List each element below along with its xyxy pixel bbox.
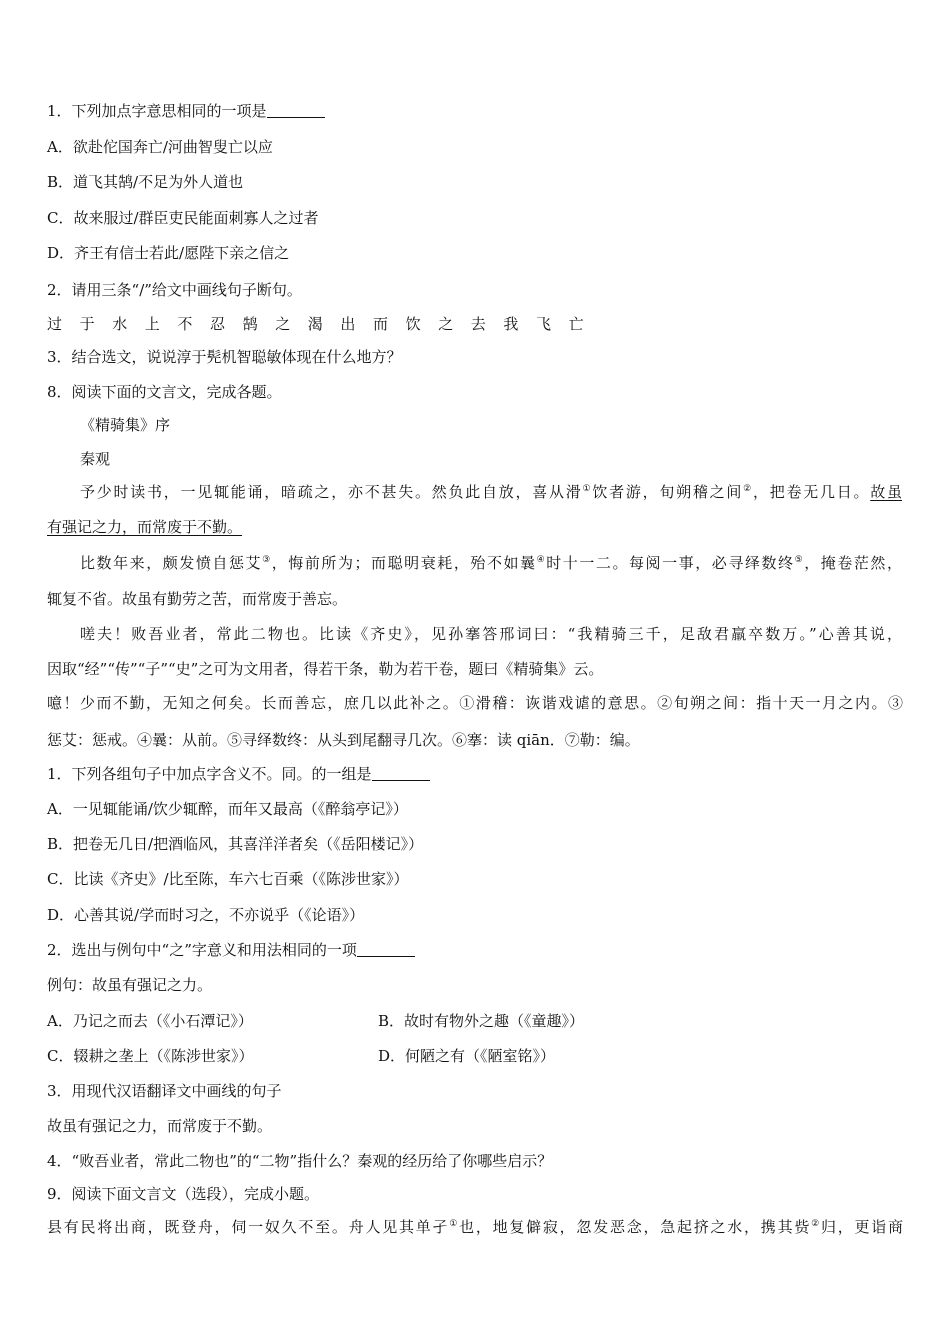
option-c: C．故来服过/群臣吏民能面刺寡人之过者	[47, 209, 319, 227]
underlined-sentence: 故虽	[870, 483, 902, 501]
answer-blank[interactable]	[267, 101, 325, 118]
passage-paragraph-1-line-2	[47, 517, 242, 537]
answer-blank[interactable]	[372, 764, 430, 781]
sentence-to-punctuate: 过于水上不忍鹄之渴出而饮之去我飞亡	[47, 315, 602, 333]
s8-question-2: 2．选出与例句中“之”字意义和用法相同的一项	[47, 940, 415, 960]
section-9-heading: 9．阅读下面文言文（选段），完成小题。	[47, 1185, 320, 1203]
section-8-heading: 8．阅读下面的文言文，完成各题。	[47, 383, 282, 401]
s8-question-4: 4．“败吾业者，常此二物也”的“二物”指什么？秦观的经历给了你哪些启示？	[47, 1152, 553, 1170]
passage-notes-line-2: 惩艾：惩戒。④曩：从前。⑤寻绎数终：从头到尾翻寻几次。⑥搴：读 qiān．⑦勒：编。	[47, 731, 640, 749]
s8-q2-option-c: C．辍耕之垄上（《陈涉世家》）	[47, 1047, 254, 1065]
question-2: 2．请用三条“/”给文中画线句子断句。	[47, 281, 302, 299]
option-b: B．道飞其鹄/不足为外人道也	[47, 173, 244, 191]
passage-paragraph-3-line-2: 因取“经”“传”“子”“史”之可为文用者，得若干条，勒为若干卷，题曰《精骑集》云。	[47, 660, 604, 678]
passage-paragraph-1-line-1: 予少时读书，一见辄能诵，暗疏之，亦不甚失。然负此自放，喜从滑①饮者游，旬朔稽之间②，把卷无几日。故虽	[80, 483, 902, 501]
option-d: D．齐王有信士若此/愿陛下亲之信之	[47, 244, 290, 262]
s8-q2-example: 例句：故虽有强记之力。	[47, 976, 213, 994]
s8-q2-option-b: B．故时有物外之趣（《童趣》）	[378, 1012, 585, 1030]
passage-author: 秦观	[80, 450, 111, 468]
answer-blank[interactable]	[357, 940, 415, 957]
passage-notes-line-1: 噫！少而不勤，无知之何矣。长而善忘，庶几以此补之。①滑稽：诙谐戏谑的意思。②旬朔之间：指十天一月之内。③	[47, 694, 903, 712]
passage-paragraph-2-line-1: 比数年来，颇发愤自惩艾③，悔前所为；而聪明衰耗，殆不如曩④时十一二。每阅一事，必寻绎数终⑤，掩卷茫然，	[80, 554, 902, 572]
option-a: A．欲赴佗国奔亡/河曲智叟亡以应	[47, 138, 273, 156]
s8-q2-option-d: D．何陋之有（《陋室铭》）	[378, 1047, 556, 1065]
passage-paragraph-3-line-1: 嗟夫！败吾业者，常此二物也。比读《齐史》，见孙搴答邢词曰：“我精骑三千，足敌君羸卒数万。”心善其说，	[80, 625, 902, 643]
s8-q3-sentence: 故虽有强记之力，而常废于不勤。	[47, 1117, 273, 1135]
s8-option-d: D．心善其说/学而时习之，不亦说乎（《论语》）	[47, 906, 365, 924]
question-1: 1．下列加点字意思相同的一项是	[47, 101, 325, 121]
s8-q2-option-a: A．乃记之而去（《小石潭记》）	[47, 1012, 253, 1030]
passage-paragraph-2-line-2: 辄复不省。故虽有勤劳之苦，而常废于善忘。	[47, 590, 348, 608]
s8-option-c: C．比读《齐史》/比至陈，车六七百乘（《陈涉世家》）	[47, 870, 409, 888]
section-9-passage-line-1: 县有民将出商，既登舟，伺一奴久不至。舟人见其单孑①也，地复僻寂，忽发恶念，急起挤之水，携其赀②归，更诣商	[47, 1218, 903, 1236]
s8-question-3: 3．用现代汉语翻译文中画线的句子	[47, 1082, 282, 1100]
s8-question-1: 1．下列各组句子中加点字含义不。同。的一组是	[47, 764, 430, 784]
s8-option-b: B．把卷无几日/把酒临风，其喜洋洋者矣（《岳阳楼记》）	[47, 835, 424, 853]
s8-option-a: A．一见辄能诵/饮少辄醉，而年又最高（《醉翁亭记》）	[47, 800, 408, 818]
passage-title: 《精骑集》序	[80, 416, 171, 434]
underlined-sentence: 有强记之力，而常废于不勤。	[47, 518, 243, 536]
question-3: 3．结合选文，说说淳于髡机智聪敏体现在什么地方？	[47, 348, 402, 366]
